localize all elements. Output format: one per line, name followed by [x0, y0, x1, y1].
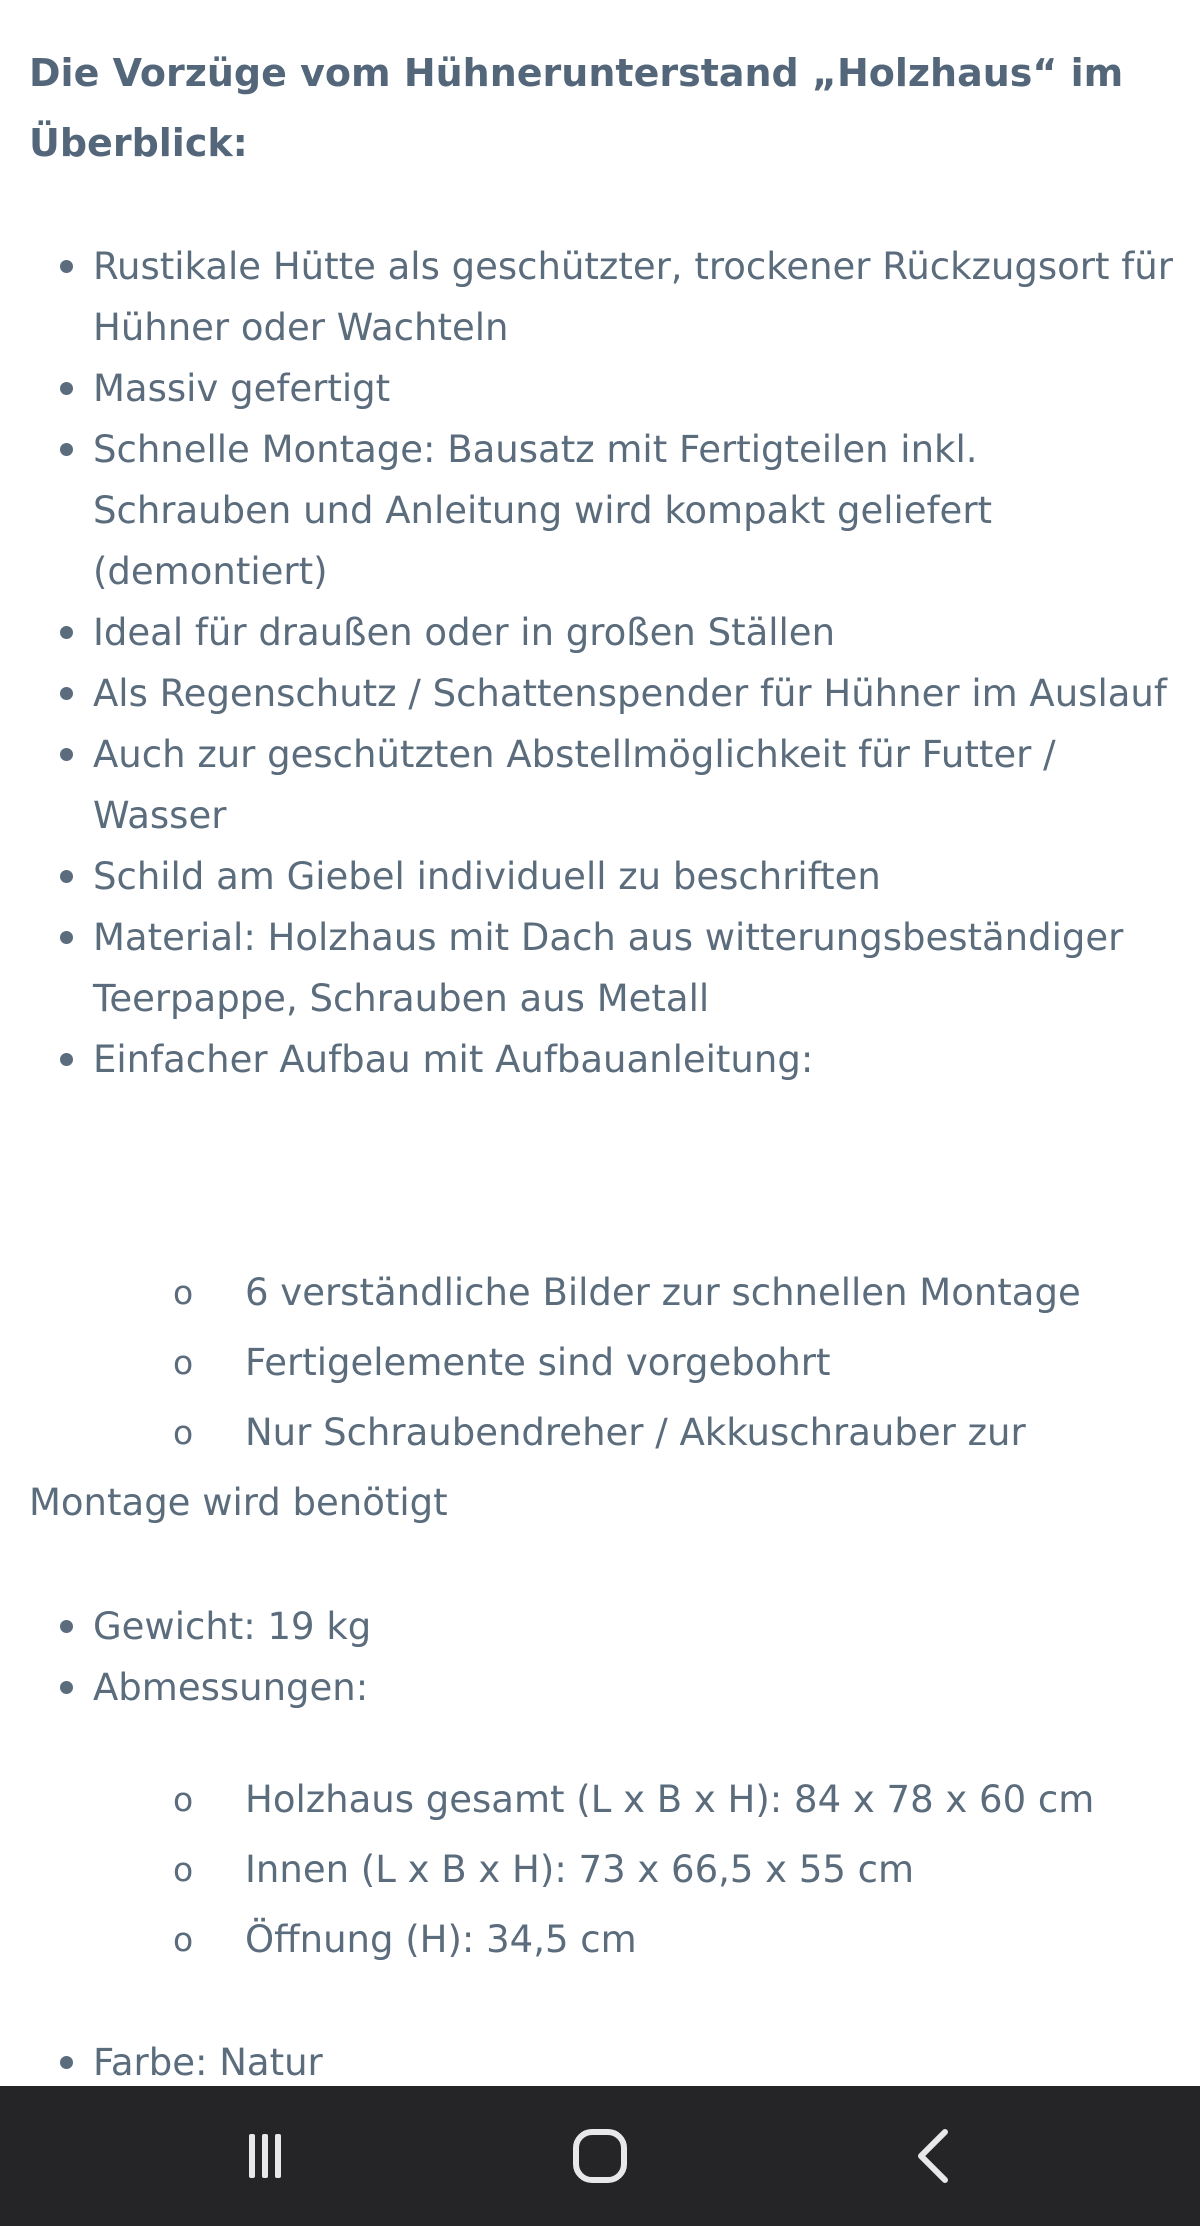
list-item: Schnelle Montage: Bausatz mit Fertigteilen inkl. Schrauben und Anleitung wird kompakt geliefert (demontiert): [0, 419, 1200, 602]
circle-bullet-icon: o: [173, 1850, 194, 1889]
list-item: Rustikale Hütte als geschützter, trockener Rückzugsort für Hühner oder Wachteln: [0, 236, 1200, 358]
list-item: Massiv gefertigt: [0, 358, 1200, 419]
feature-list: [0, 236, 1200, 1090]
list-item: Farbe: Natur: [0, 2032, 1200, 2086]
list-item: Ideal für draußen oder in großen Ställen: [0, 602, 1200, 663]
dimensions-sublist: [0, 1765, 1200, 1975]
sub-list-item: o 6 verständliche Bilder zur schnellen Montage: [0, 1258, 1200, 1328]
circle-bullet-icon: o: [173, 1343, 194, 1382]
assembly-continuation: Montage wird benötigt: [29, 1481, 448, 1524]
section-heading: Die Vorzüge vom Hühnerunterstand „Holzhaus“ im Überblick:: [29, 51, 1124, 165]
spec-list: [0, 1596, 1200, 1718]
circle-bullet-icon: o: [173, 1920, 194, 1959]
back-icon: [905, 2126, 965, 2186]
list-item: Einfacher Aufbau mit Aufbauanleitung:: [0, 1029, 1200, 1090]
sub-list-item: o Fertigelemente sind vorgebohrt: [0, 1328, 1200, 1398]
sub-list-item: o Nur Schraubendreher / Akkuschrauber zur: [0, 1398, 1200, 1468]
list-item: Gewicht: 19 kg: [0, 1596, 1200, 1657]
recent-apps-button[interactable]: [205, 2116, 325, 2196]
back-button[interactable]: [875, 2116, 995, 2196]
system-navigation-bar: [0, 2086, 1200, 2226]
list-item: Abmessungen:: [0, 1657, 1200, 1718]
home-button[interactable]: [540, 2116, 660, 2196]
circle-bullet-icon: o: [173, 1413, 194, 1452]
list-item: Material: Holzhaus mit Dach aus witterungsbeständiger Teerpappe, Schrauben aus Metall: [0, 907, 1200, 1029]
list-item: Auch zur geschützten Abstellmöglichkeit für Futter / Wasser: [0, 724, 1200, 846]
list-item: Schild am Giebel individuell zu beschriften: [0, 846, 1200, 907]
assembly-sublist: [0, 1258, 1200, 1468]
sub-list-item: o Öffnung (H): 34,5 cm: [0, 1905, 1200, 1975]
home-icon: [570, 2126, 630, 2186]
circle-bullet-icon: o: [173, 1780, 194, 1819]
recent-apps-icon: [235, 2126, 295, 2186]
circle-bullet-icon: o: [173, 1273, 194, 1312]
list-item: Als Regenschutz / Schattenspender für Hühner im Auslauf: [0, 663, 1200, 724]
sub-list-item: o Holzhaus gesamt (L x B x H): 84 x 78 x 60 cm: [0, 1765, 1200, 1835]
sub-list-item: o Innen (L x B x H): 73 x 66,5 x 55 cm: [0, 1835, 1200, 1905]
color-list: [0, 2032, 1200, 2086]
